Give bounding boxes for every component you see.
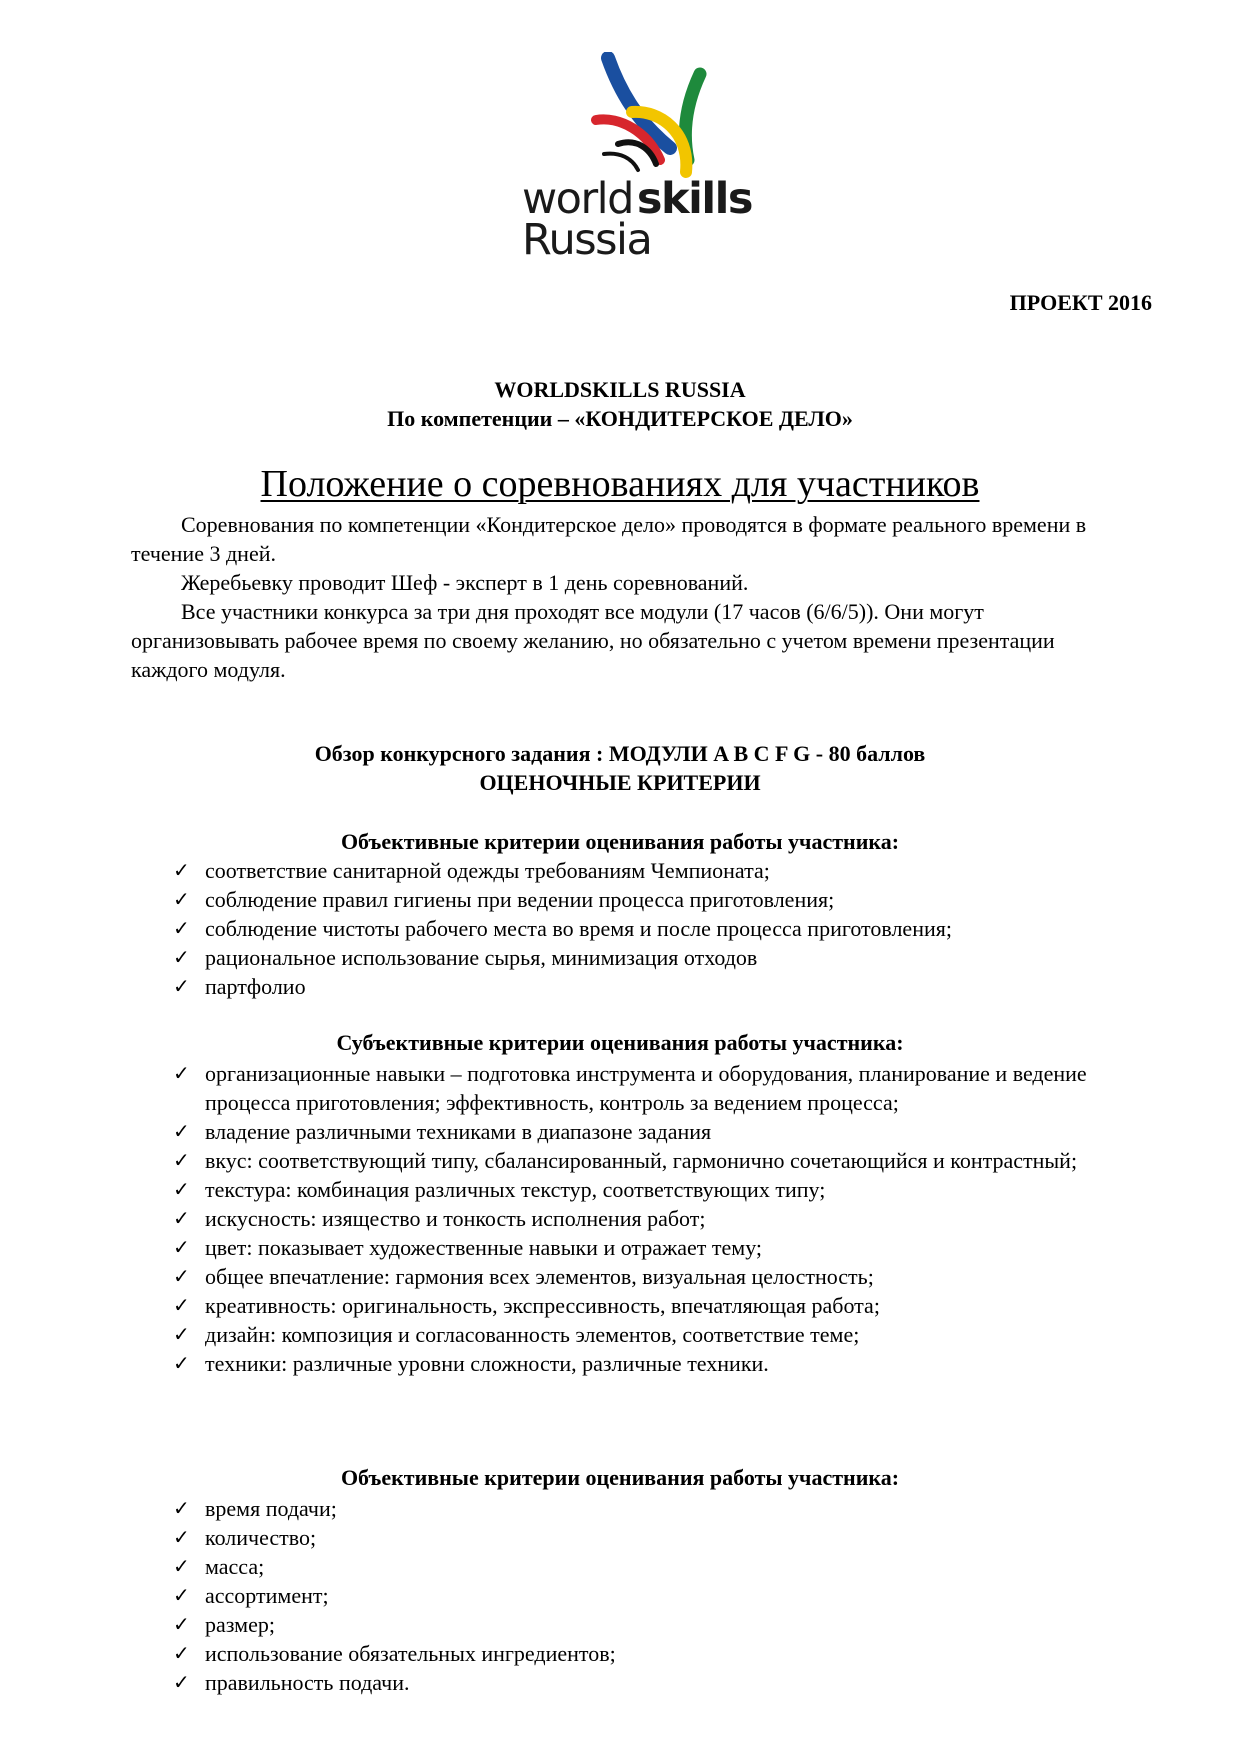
list-item [173,943,1153,972]
worldskills-russia-logo [520,52,780,272]
checkmark-icon: ✓ [173,974,190,998]
list-item-text: количество; [205,1525,317,1550]
list-item-text: вкус: соответствующий типу, сбалансированный, гармонично сочетающийся и контрастный; [205,1148,1078,1173]
list-item [173,1204,1153,1233]
logo-world-text: world [522,174,633,224]
list-item [173,1175,1153,1204]
checkmark-icon: ✓ [173,1235,190,1259]
list-item-text: соответствие санитарной одежды требованиям Чемпионата; [205,858,770,883]
list-item-text: ассортимент; [205,1583,329,1608]
checkmark-icon: ✓ [173,1525,190,1549]
logo-wordmark [522,174,752,265]
list-item [173,1581,1153,1610]
checkmark-icon: ✓ [173,1583,190,1607]
checkmark-icon: ✓ [173,1554,190,1578]
list-item [173,1117,1153,1146]
list-item-text: соблюдение чистоты рабочего места во время и после процесса приготовления; [205,916,952,941]
list-item [173,914,1153,943]
objective-criteria-list-2 [173,1494,1153,1697]
checkmark-icon: ✓ [173,916,190,940]
intro-paragraph-3: Все участники конкурса за три дня проходят все модули (17 часов (6/6/5)). Они могут организовывать рабочее время по своему желанию, но обязательно с учетом времени презентации каждого модуля. [131,599,1055,682]
list-item-text: цвет: показывает художественные навыки и отражает тему; [205,1235,763,1260]
checkmark-icon: ✓ [173,945,190,969]
list-item-text: рациональное использование сырья, минимизация отходов [205,945,758,970]
checkmark-icon: ✓ [173,1496,190,1520]
list-item [173,1262,1153,1291]
objective-criteria-heading-1: Объективные критерии оценивания работы участника: [340,829,900,854]
list-item [173,1233,1153,1262]
list-item [173,972,1153,1001]
checkmark-icon: ✓ [173,1148,190,1172]
page-title: Положение о соревнованиях для участников [260,463,980,505]
list-item [173,856,1153,885]
checkmark-icon: ✓ [173,1119,190,1143]
checkmark-icon: ✓ [173,1322,190,1346]
logo-skills-text: skills [636,174,752,224]
list-item-text: время подачи; [205,1496,337,1521]
list-item [173,1668,1153,1697]
list-item-text: соблюдение правил гигиены при ведении процесса приготовления; [205,887,835,912]
list-item [173,1059,1153,1117]
checkmark-icon: ✓ [173,1264,190,1288]
list-item [173,1552,1153,1581]
list-item [173,1320,1153,1349]
list-item-text: масса; [205,1554,265,1579]
checkmark-icon: ✓ [173,1641,190,1665]
list-item-text: размер; [205,1612,275,1637]
intro-paragraph-2: Жеребьевку проводит Шеф - эксперт в 1 день соревнований. [181,570,749,595]
list-item [173,1349,1153,1378]
checkmark-icon: ✓ [173,1206,190,1230]
checkmark-icon: ✓ [173,1670,190,1694]
intro-paragraph-1: Соревнования по компетенции «Кондитерское дело» проводятся в формате реального времени в течение 3 дней. [131,512,1087,566]
criteria-heading: ОЦЕНОЧНЫЕ КРИТЕРИИ [479,770,761,795]
checkmark-icon: ✓ [173,858,190,882]
objective-criteria-list-1 [173,856,1153,1001]
subjective-criteria-list [173,1059,1153,1378]
list-item [173,1639,1153,1668]
list-item-text: владение различными техниками в диапазоне задания [205,1119,712,1144]
checkmark-icon: ✓ [173,1061,190,1085]
checkmark-icon: ✓ [173,887,190,911]
list-item-text: организационные навыки – подготовка инструмента и оборудования, планирование и ведение процесса приготовления; эффективность, контроль за ведением процесса; [205,1061,1087,1115]
project-label: ПРОЕКТ 2016 [1009,290,1152,315]
list-item-text: дизайн: композиция и согласованность элементов, соответствие теме; [205,1322,860,1347]
checkmark-icon: ✓ [173,1612,190,1636]
checkmark-icon: ✓ [173,1177,190,1201]
list-item-text: партфолио [205,974,306,999]
list-item-text: искусность: изящество и тонкость исполнения работ; [205,1206,706,1231]
header-line1: WORLDSKILLS RUSSIA [494,377,746,402]
list-item-text: техники: различные уровни сложности, различные техники. [205,1351,769,1376]
overview-heading: Обзор конкурсного задания : МОДУЛИ A B C F G - 80 баллов [314,741,926,766]
list-item-text: креативность: оригинальность, экспрессивность, впечатляющая работа; [205,1293,880,1318]
objective-criteria-heading-2: Объективные критерии оценивания работы участника: [340,1465,900,1490]
checkmark-icon: ✓ [173,1293,190,1317]
list-item [173,1494,1153,1523]
header-line2: По компетенции – «КОНДИТЕРСКОЕ ДЕЛО» [387,406,853,431]
list-item [173,1291,1153,1320]
list-item-text: текстура: комбинация различных текстур, соответствующих типу; [205,1177,826,1202]
logo-russia-text: Russia [522,215,652,265]
list-item [173,885,1153,914]
list-item [173,1146,1153,1175]
logo-flame-icon [520,52,780,192]
list-item-text: использование обязательных ингредиентов; [205,1641,616,1666]
list-item-text: общее впечатление: гармония всех элементов, визуальная целостность; [205,1264,874,1289]
checkmark-icon: ✓ [173,1351,190,1375]
subjective-criteria-heading: Субъективные критерии оценивания работы участника: [336,1030,904,1055]
list-item-text: правильность подачи. [205,1670,410,1695]
list-item [173,1610,1153,1639]
list-item [173,1523,1153,1552]
